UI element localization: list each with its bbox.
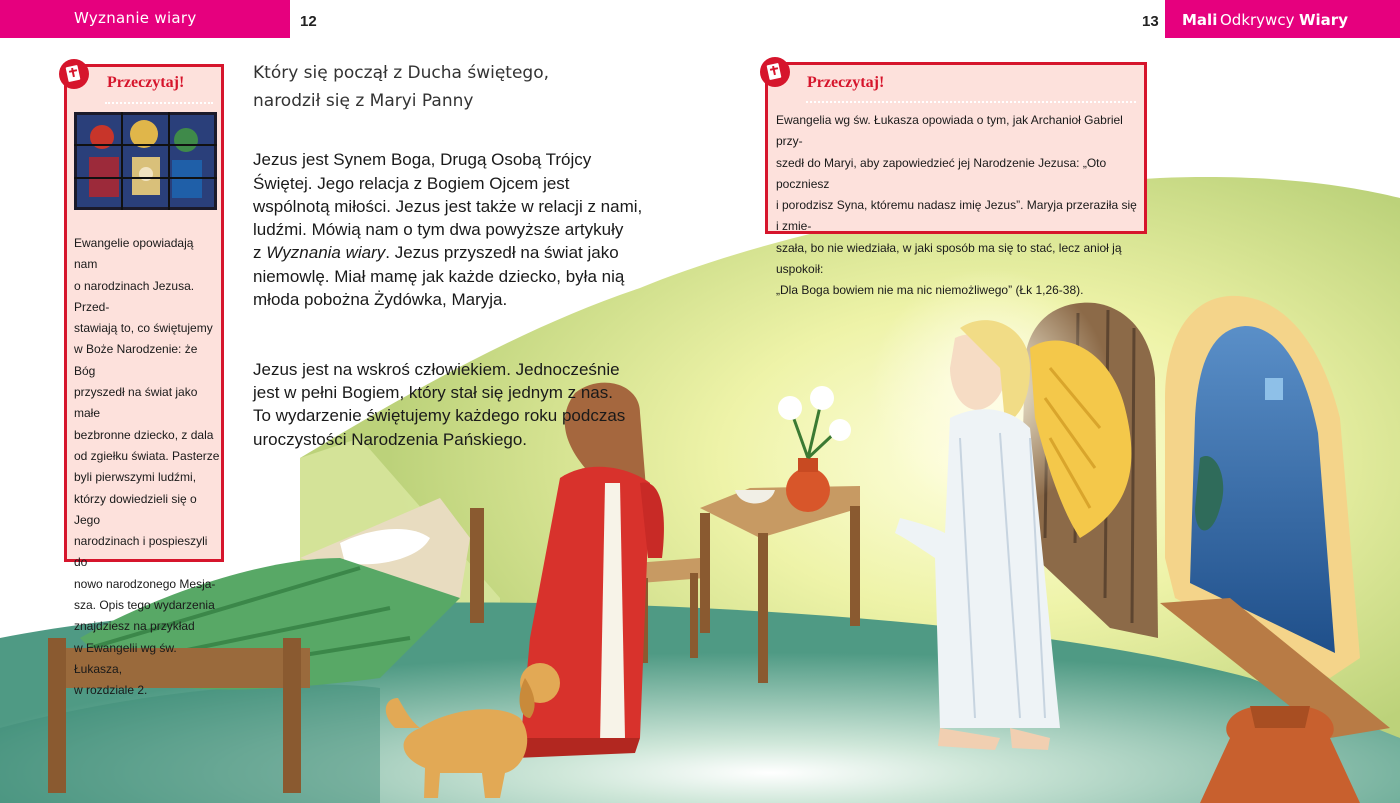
read-box-label: Przeczytaj! (807, 74, 885, 91)
bible-icon (760, 57, 790, 87)
read-box-text: Ewangelia wg św. Łukasza opowiada o tym, jak Archanioł Gabriel przy- szedł do Maryi, aby zapowiedzieć jej Narodzenie Jezusa: „Oto poczniesz i porodzisz Syna, któremu nadasz imię Jezus”. Maryja przeraziła się i zmie- szała, bo nie wiedziała, w jaki sposób ma się to stać, lecz anioł ją uspokoił: „Dla Boga bowiem nie ma nic niemożliwego” (Łk 1,26-38). (776, 113, 1137, 298)
read-box-left (64, 64, 224, 698)
page-number-right: 13 (1142, 13, 1159, 30)
series-title-part1: Mali (1182, 11, 1218, 29)
paragraph-1-part-a: Jezus jest Synem Boga, Drugą Osobą Trójcy Świętej. Jego relacja z Bogiem Ojcem jest wspólnotą miłości. Jezus jest także w relacji z nami, ludźmi. Mówią nam o tym dwa powyższe artykuły z (253, 150, 643, 263)
dotted-divider (806, 101, 1136, 103)
dotted-divider (105, 102, 213, 104)
read-box-text: Ewangelie opowiadają nam o narodzinach Jezusa. Przed- stawiają to, co świętujemy w Boże Narodzenie: że Bóg przyszedł na świat jako małe bezbronne dziecko, z dala od zgiełku świata. Pasterze byli pierwszymi ludźmi, którzy dowiedzieli się o Jego narodzinach i pospieszyli do nowo narodzonego Mesja- sza. Opis tego wydarzenia znajdziesz na przykład w Ewangelii wg św. Łukasza, w rozdziale 2. (74, 236, 220, 698)
read-box-label: Przeczytaj! (107, 74, 185, 91)
chapter-title: Wyznanie wiary (74, 9, 197, 27)
main-text (253, 125, 673, 474)
paragraph-1 (253, 148, 673, 311)
section-heading: Który się począł z Ducha świętego, narodził się z Maryi Panny (253, 63, 550, 111)
read-box-right (765, 62, 1147, 298)
paragraph-2: Jezus jest na wskroś człowiekiem. Jednocześnie jest w pełni Bogiem, który stał się jednym z nas. To wydarzenie świętujemy każdego roku podczas uroczystości Narodzenia Pańskiego. (253, 359, 626, 449)
series-title-part2: Odkrywcy (1220, 11, 1295, 29)
paragraph-1-part-b: . Jezus przyszedł na świat jako niemowlę. Miał mamę jak każde dziecko, była nią młoda pobożna Żydówka, Maryja. (253, 243, 625, 310)
bible-icon (59, 59, 89, 89)
stained-glass-image (74, 112, 217, 210)
series-title-part3: Wiary (1299, 11, 1348, 29)
chapter-header (0, 0, 290, 38)
creed-title-italic: Wyznania wiary (266, 243, 386, 263)
page-number-left: 12 (300, 13, 317, 30)
series-header (1165, 0, 1400, 38)
